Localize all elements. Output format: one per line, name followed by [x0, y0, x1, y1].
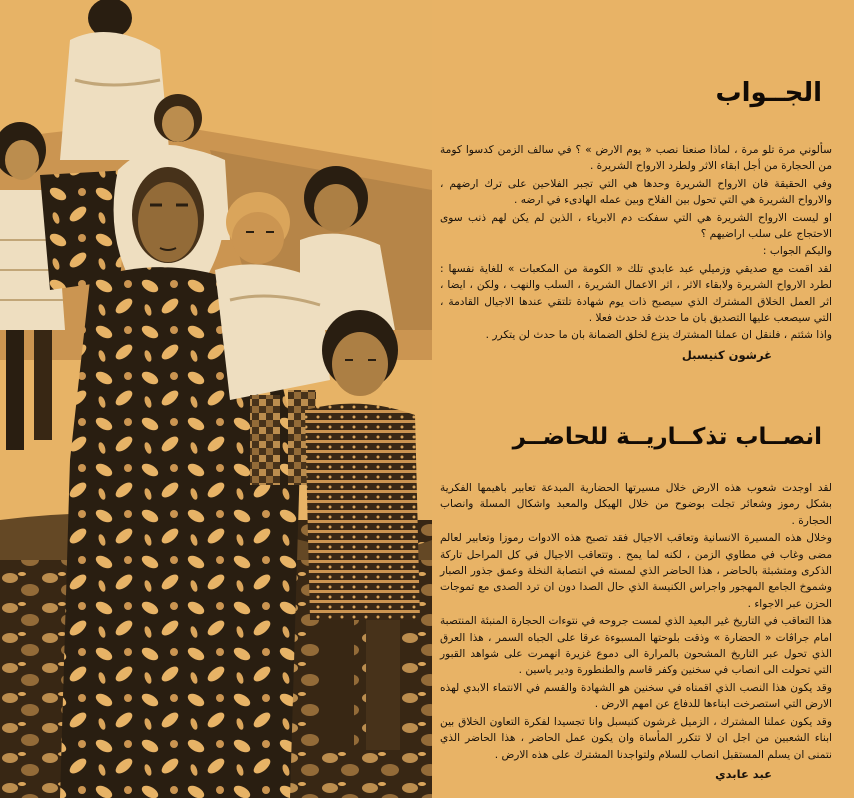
section2-heading-wrap	[440, 424, 822, 450]
section1-signature: غرشون كنيسبل	[681, 347, 772, 362]
section2-signature: عبد عابدي	[715, 766, 772, 781]
section1-paragraph: واذا شئتم ، فلنقل ان عملنا المشترك ينزع لخلق الضمانة بان ما حدث لن يتكرر .	[485, 329, 832, 342]
section1-title: الجــواب	[715, 78, 822, 108]
section2-paragraph: وقد يكون هذا النصب الذي اقمناه في سخنين هو الشهادة والقسم في الانتماء الابدي لهذه الارض التي استصرخت ابناءها للدفاع عن امهم الارض .	[440, 681, 832, 711]
section1-heading-wrap	[440, 78, 822, 108]
section2-paragraph: لقد اوجدت شعوب هذه الارض خلال مسيرتها الحضارية المبدعة تعابير باهيمها الفكرية بشكل رموز وشعائر تجلت بوضوح من خلال الهيكل والمعبد واشكال المسلة وانصاب الحجارة .	[440, 482, 832, 527]
section2-paragraph: وخلال هذه المسيرة الانسانية وتعاقب الاجيال فقد تصبح هذه الادوات رموزا وتعابير لعالم مضى وغاب في مطاوي الزمن ، لكنه لما يمح . وتتعاقب الاجيال في كل المراحل تاركة الذكرى ومتشبثة بالحاضر ، هذا الحاضر الذي لمسته في انتصابة النخلة وعمق جذور الصبار وشموخ الجامع المهجور واجراس الكنيسة الذي حال الصدا دون ان ترد الصدى مع تموجات الحزن عبر الاجواء .	[440, 532, 832, 610]
section1-paragraph: سألوني مرة تلو مرة ، لماذا صنعنا نصب « يوم الارض » ؟ في سالف الزمن كدسوا كومة من الحجارة من أجل ابقاء الاثر ولطرد الارواح الشريرة .	[440, 144, 832, 173]
section2-body	[440, 480, 832, 781]
section1-paragraph: او ليست الارواح الشريرة هي التي سفكت دم الابرياء ، الذين لم يكن لهم ذنب سوى الاحتجاج على سلب اراضيهم ؟	[440, 211, 832, 241]
section2-paragraph: وقد يكون عملنا المشترك ، الزميل غرشون كنيسبل وانا تجسيدا لفكرة التعاون الخلاق بين ابناء الشعبين من اجل ان لا تتكرر المأساة وان يكون عمل الحاضر ، هذا الحاضر الذي نتمنى ان يسلم المستقبل انصاب للسلام ولتواجدنا المشترك على هذه الارض .	[440, 715, 832, 761]
section1-paragraph: وفي الحقيقة فان الارواح الشريرة وحدها هي التي تجبر الفلاحين على ترك ارضهم ، والارواح الشريرة هي التي تحول بين الفلاح وبين عمله الهادىء في ارضه .	[440, 177, 832, 207]
section1-paragraph: لقد اقمت مع صديقي وزميلي عبد عابدي تلك « الكومة من المكعبات » للغاية نفسها : لطرد الارواح الشريرة ولابقاء الاثر ، اثر الاعمال الشريرة ، السلب والنهب ، ولكن ، ايضا ، اثر العمل الخلاق المشترك الذي سيصبح ذات يوم شهادة تلتقي عندها الاجيال القادمة ، التي سيصعب عليها التصديق بان ما حدث قد حدث فعلا .	[440, 262, 832, 325]
section2-title: انصــاب تذكــاريــة للحاضــر	[512, 424, 822, 450]
section1-paragraph: واليكم الجواب :	[762, 245, 832, 258]
section1-body	[440, 142, 832, 362]
section2-paragraph: هذا التعاقب في التاريخ غير البعيد الذي لمست جروحه في نتوءات الحجارة المنبئة المنتصبة امام جراڤات « الحضارة » وذقت بلوحتها المسبوءة عرقا على الجباه السمر ، هذا العرق الذي تحول عبر التاريخ المشحون بالمرارة الى دموع غزيرة انهمرت على شواهد القبور التي تحولت الى انصاب في سخنين وكفر قاسم والطنطورة ودير ياسين .	[440, 615, 832, 677]
